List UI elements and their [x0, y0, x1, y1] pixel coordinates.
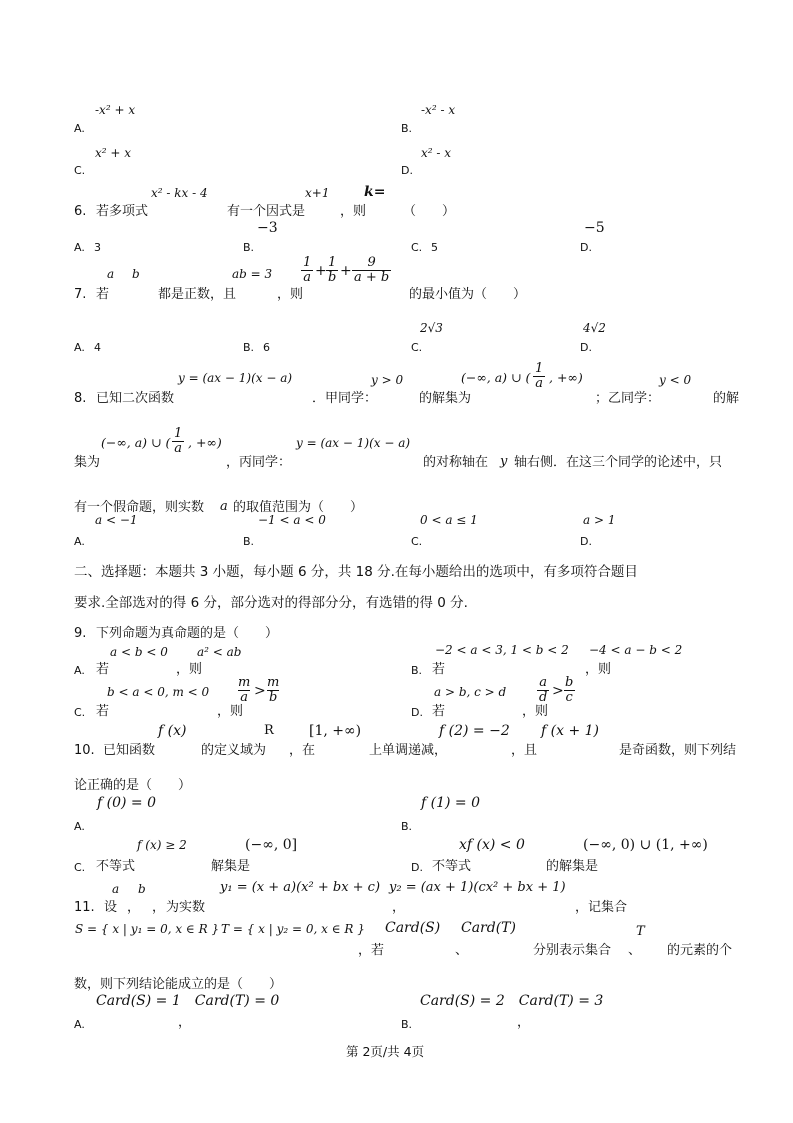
q7-option-b-value: 6	[263, 341, 270, 354]
q10-f2: f (2) = −2	[439, 723, 510, 739]
q9-option-b-label: B.	[411, 664, 423, 677]
q10-text-7: 论正确的是（ ）	[74, 778, 192, 793]
q6-option-c-value: 5	[431, 241, 438, 254]
q9-b-if: 若	[432, 662, 446, 677]
q7-fraction-3-den: a + b	[354, 269, 390, 285]
q8-set-1-fraction	[533, 362, 545, 390]
q6-option-b-label: B.	[243, 241, 255, 254]
q10-c-inequality: f (x) ≥ 2	[137, 838, 187, 852]
q9-c-fraction-1-num: m	[238, 675, 251, 690]
q7-plus-2: +	[340, 263, 352, 279]
q9-a-result: a² < ab	[197, 645, 242, 659]
q5-option-c-expr: x² + x	[95, 146, 132, 160]
q11-text-7: ，若	[358, 943, 385, 958]
q11-card-t: Card(T)	[461, 920, 516, 936]
q8-set-2-fraction-num: 1	[174, 426, 183, 441]
q8-text-3: 的解集为	[419, 391, 472, 406]
q6-option-d-label: D.	[580, 241, 592, 254]
q8-option-a-label: A.	[74, 535, 85, 548]
q10-c-text: 不等式	[96, 859, 136, 874]
q7-fraction-2	[326, 256, 338, 284]
q11-text-1: 设	[104, 900, 118, 915]
q8-text-5: 的解	[713, 391, 740, 406]
q10-text-3: ，在	[289, 743, 316, 758]
q11-b: b	[138, 882, 146, 896]
q9-c-fraction-2-den: b	[269, 689, 278, 705]
q6-text-1: 若多项式	[96, 204, 149, 219]
q7-text-2: 都是正数，且	[158, 287, 237, 302]
q9-option-c-label: C.	[74, 706, 86, 719]
q7-option-b-label: B.	[243, 341, 255, 354]
q6-option-a-label: A.	[74, 241, 85, 254]
q9-c-then: ，则	[217, 704, 244, 719]
q7-number: 7.	[74, 287, 87, 302]
q9-c-fraction-1	[236, 676, 252, 704]
q10-option-a-expr: f (0) = 0	[97, 795, 157, 811]
q9-d-then: ，则	[522, 704, 549, 719]
q9-text: 下列命题为真命题的是（ ）	[96, 626, 279, 641]
q10-option-c-label: C.	[74, 861, 86, 874]
q6-text-3: ，则	[340, 204, 367, 219]
q9-c-fraction-2-num: m	[267, 675, 280, 690]
q8-option-c-value: 0 < a ≤ 1	[420, 513, 478, 527]
q8-text-6: 集为	[74, 455, 101, 470]
q8-set-1-fraction-den: a	[535, 375, 544, 391]
q9-c-condition: b < a < 0, m < 0	[107, 685, 210, 699]
q9-d-fraction-1-den: d	[539, 689, 548, 705]
q7-fraction-2-den: b	[328, 269, 337, 285]
q10-text-4: 上单调递减，	[369, 743, 448, 758]
q10-option-a-label: A.	[74, 820, 85, 833]
q9-a-then: ，则	[176, 662, 203, 677]
q8-text-1: 已知二次函数	[96, 391, 175, 406]
q7-text-1: 若	[96, 287, 110, 302]
q8-text-9: 轴右侧．在这三个同学的论述中，只	[514, 455, 723, 470]
q10-d-inequality: xf (x) < 0	[459, 837, 525, 853]
q8-number: 8.	[74, 391, 87, 406]
q9-a-if: 若	[96, 662, 110, 677]
q11-set-s: S = { x | y₁ = 0, x ∈ R }	[75, 922, 220, 936]
q6-paren: （ ）	[403, 204, 456, 219]
q11-y1: y₁ = (x + a)(x² + bx + c)	[220, 880, 381, 895]
q11-option-b-comma: ，	[517, 1015, 531, 1030]
q5-option-d-expr: x² - x	[421, 146, 452, 160]
q7-option-a-label: A.	[74, 341, 85, 354]
q11-card-s: Card(S)	[385, 920, 441, 936]
q8-option-b-label: B.	[243, 535, 255, 548]
q10-option-b-label: B.	[401, 820, 413, 833]
q10-text-2: 的定义域为	[201, 743, 267, 758]
q11-set-t: T = { x | y₂ = 0, x ∈ R }	[221, 922, 365, 936]
q7-option-d-label: D.	[580, 341, 592, 354]
q11-t-var: T	[636, 924, 645, 939]
q10-option-b-expr: f (1) = 0	[421, 795, 481, 811]
section-2-heading-line-2: 要求.全部选对的得 6 分，部分选对的得部分分，有选错的得 0 分.	[74, 595, 468, 611]
q9-d-fraction-2-den: c	[565, 689, 573, 705]
q7-a: a	[107, 267, 115, 281]
q11-text-2: ，	[127, 900, 141, 915]
q9-number: 9.	[74, 626, 87, 641]
q11-text-9: 分别表示集合	[533, 943, 612, 958]
q8-option-d-value: a > 1	[583, 513, 616, 527]
q9-d-fraction-2	[563, 676, 575, 704]
q5-option-b-expr: -x² - x	[421, 103, 456, 117]
q9-b-condition: −2 < a < 3, 1 < b < 2	[435, 643, 569, 657]
q11-option-b-label: B.	[401, 1018, 413, 1031]
q9-c-if: 若	[96, 704, 110, 719]
q7-fraction-1-den: a	[303, 269, 312, 285]
q11-option-b-expr: Card(S) = 2 Card(T) = 3	[420, 993, 604, 1009]
q11-option-a-expr: Card(S) = 1 Card(T) = 0	[96, 993, 280, 1009]
q11-text-8: 、	[455, 943, 469, 958]
q10-text-6: 是奇函数，则下列结	[619, 743, 737, 758]
q6-option-b-value: −3	[257, 220, 278, 236]
q8-inequality-1: y > 0	[371, 373, 404, 387]
q8-option-b-value: −1 < a < 0	[258, 513, 326, 527]
q11-y2: y₂ = (ax + 1)(cx² + bx + 1)	[389, 880, 566, 895]
q5-option-d-label: D.	[401, 164, 413, 177]
q8-y-axis: y	[500, 454, 508, 469]
q8-option-a-value: a < −1	[95, 513, 138, 527]
q7-option-c-label: C.	[411, 341, 423, 354]
q7-plus-1: +	[315, 263, 327, 279]
q7-fraction-2-num: 1	[328, 255, 337, 270]
q9-c-fraction-1-den: a	[240, 689, 249, 705]
q9-d-gt: >	[552, 683, 564, 699]
q8-option-d-label: D.	[580, 535, 592, 548]
q5-option-a-label: A.	[74, 122, 85, 135]
q8-option-c-label: C.	[411, 535, 423, 548]
q11-text-6: ，记集合	[575, 900, 628, 915]
q11-option-a-comma: ，	[178, 1015, 192, 1030]
q5-option-b-label: B.	[401, 122, 413, 135]
q10-f: f (x)	[158, 723, 187, 739]
q6-number: 6.	[74, 204, 87, 219]
q8-set-1-end: , +∞)	[549, 370, 583, 385]
q11-text-10: 、	[628, 943, 642, 958]
q7-text-4: 的最小值为（ ）	[409, 287, 527, 302]
q10-option-d-label: D.	[411, 861, 423, 874]
q7-option-a-value: 4	[94, 341, 101, 354]
q8-set-2-fraction	[172, 427, 184, 455]
q8-function: y = (ax − 1)(x − a)	[178, 371, 293, 385]
q6-text-2: 有一个因式是	[227, 204, 306, 219]
q8-inequality-2: y < 0	[659, 373, 692, 387]
q8-set-2-start: (−∞, a) ∪ (	[101, 435, 171, 450]
q8-text-2: ．甲同学：	[312, 391, 378, 406]
q9-d-fraction-1-num: a	[539, 675, 548, 690]
q10-text-1: 已知函数	[103, 743, 156, 758]
q10-c-text-2: 解集是	[211, 859, 251, 874]
q7-option-c-value: 2√3	[420, 321, 443, 335]
q8-function-2: y = (ax − 1)(x − a)	[296, 436, 411, 450]
q7-condition: ab = 3	[232, 267, 273, 281]
q10-text-5: ，且	[511, 743, 538, 758]
q9-option-a-label: A.	[74, 664, 85, 677]
q10-interval: [1, +∞)	[309, 723, 362, 739]
q9-a-condition: a < b < 0	[110, 645, 168, 659]
q11-text-11: 的元素的个	[667, 943, 733, 958]
q7-fraction-1	[301, 256, 313, 284]
q8-set-2-end: , +∞)	[188, 435, 222, 450]
q9-b-result: −4 < a − b < 2	[589, 643, 683, 657]
q8-text-4: ；乙同学：	[595, 391, 661, 406]
q11-option-a-label: A.	[74, 1018, 85, 1031]
q6-option-a-value: 3	[94, 241, 101, 254]
q8-a-var: a	[220, 499, 228, 514]
page-footer: 第 2页/共 4页	[346, 1044, 425, 1059]
q6-option-d-value: −5	[584, 220, 605, 236]
q9-b-then: ，则	[585, 662, 612, 677]
q6-factor: x+1	[305, 186, 330, 200]
q11-text-12: 数，则下列结论能成立的是（ ）	[74, 977, 283, 992]
q5-option-a-expr: -x² + x	[95, 103, 136, 117]
q8-set-1-start: (−∞, a) ∪ (	[461, 370, 531, 385]
q7-b: b	[132, 267, 140, 281]
q8-set-2-fraction-den: a	[174, 440, 183, 456]
q10-d-text: 不等式	[432, 859, 472, 874]
q10-c-set: (−∞, 0]	[245, 837, 298, 853]
q11-text-5: ，	[392, 900, 406, 915]
q9-option-d-label: D.	[411, 706, 423, 719]
q7-fraction-3	[352, 256, 391, 284]
q8-text-7: ，丙同学：	[226, 455, 292, 470]
q9-c-fraction-2	[265, 676, 281, 704]
q8-text-8: 的对称轴在	[423, 455, 489, 470]
q9-d-fraction-2-num: b	[565, 675, 574, 690]
q10-d-text-2: 的解集是	[546, 859, 599, 874]
q10-number: 10.	[74, 743, 95, 758]
section-2-heading-line-1: 二、选择题：本题共 3 小题，每小题 6 分，共 18 分.在每小题给出的选项中，有多项符合题目	[74, 564, 638, 580]
q6-polynomial: x² - kx - 4	[151, 186, 208, 200]
q9-c-gt: >	[254, 683, 266, 699]
q10-r: R	[264, 723, 274, 738]
q10-d-set: (−∞, 0) ∪ (1, +∞)	[583, 837, 708, 853]
q11-text-3: ，	[152, 900, 166, 915]
q9-d-if: 若	[432, 704, 446, 719]
q8-text-11: 的取值范围为（ ）	[233, 500, 364, 515]
q11-number: 11.	[74, 900, 95, 915]
q8-text-10: 有一个假命题，则实数	[74, 500, 205, 515]
q11-a: a	[112, 882, 120, 896]
q9-d-condition: a > b, c > d	[434, 685, 507, 699]
q6-option-c-label: C.	[411, 241, 423, 254]
q7-fraction-3-num: 9	[367, 255, 376, 270]
q10-fx1: f (x + 1)	[541, 723, 599, 739]
q6-k: k=	[364, 184, 386, 200]
q5-option-c-label: C.	[74, 164, 86, 177]
q8-set-1-fraction-num: 1	[535, 361, 544, 376]
q11-text-4: 为实数	[166, 900, 206, 915]
q7-option-d-value: 4√2	[583, 321, 606, 335]
q7-fraction-1-num: 1	[303, 255, 312, 270]
q9-d-fraction-1	[537, 676, 549, 704]
q7-text-3: ，则	[277, 287, 304, 302]
